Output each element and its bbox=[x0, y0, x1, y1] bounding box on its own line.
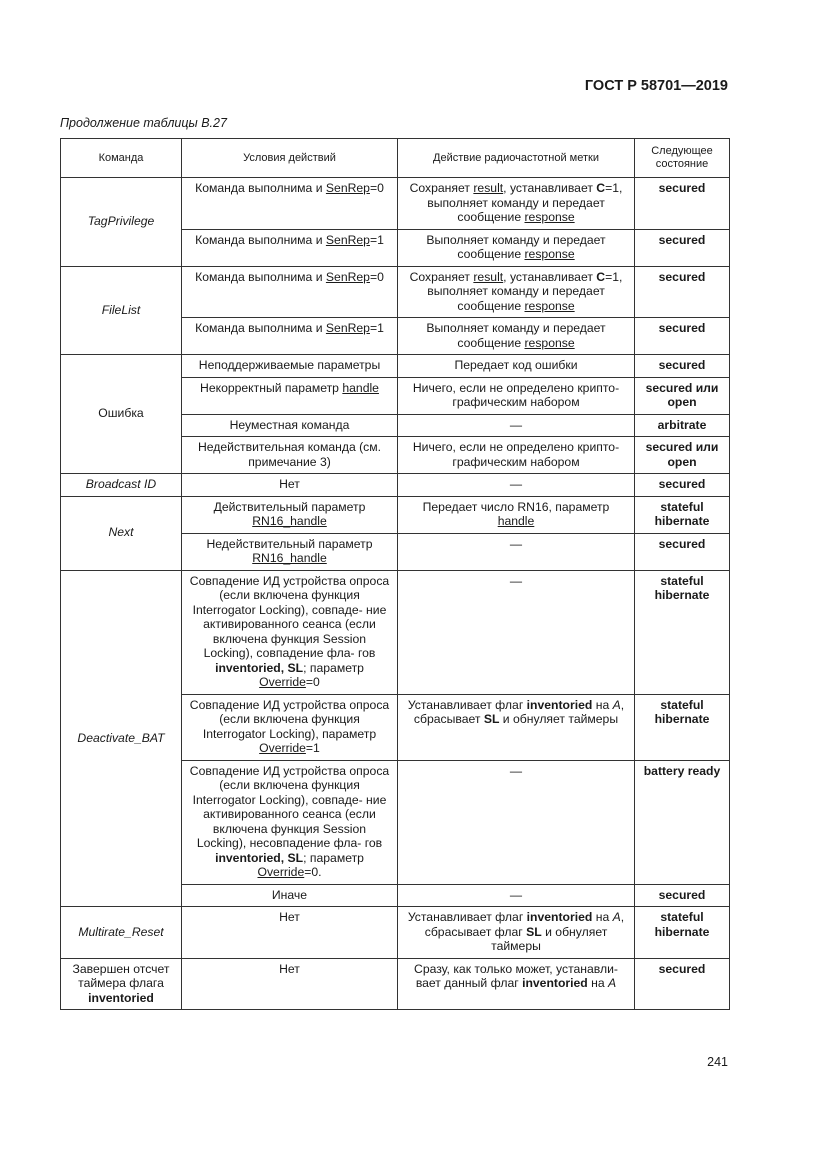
action-cell: Сохраняет result, устанавливает С=1, выполняет команду и передает сообщение response bbox=[398, 178, 635, 230]
condition-cell: Команда выполнима и SenRep=1 bbox=[182, 229, 398, 266]
condition-cell: Действительный параметр RN16_handle bbox=[182, 496, 398, 533]
action-cell: — bbox=[398, 760, 635, 884]
table-caption: Продолжение таблицы В.27 bbox=[60, 116, 227, 130]
condition-cell: Совпадение ИД устройства опроса (если включена функция Interrogator Locking), параметр Override=1 bbox=[182, 694, 398, 760]
next-state-cell: secured или open bbox=[635, 437, 730, 474]
action-cell: — bbox=[398, 474, 635, 497]
next-state-cell: stateful hibernate bbox=[635, 694, 730, 760]
command-cell: Deactivate_BAT bbox=[61, 570, 182, 907]
action-cell: Сразу, как только может, устанавли- вает данный флаг inventoried на A bbox=[398, 958, 635, 1010]
table-row bbox=[61, 266, 730, 318]
action-cell: — bbox=[398, 570, 635, 694]
next-state-cell: secured bbox=[635, 178, 730, 230]
next-state-cell: secured bbox=[635, 355, 730, 378]
table-row bbox=[61, 474, 730, 497]
document-code: ГОСТ Р 58701—2019 bbox=[584, 78, 728, 94]
table-row bbox=[61, 907, 730, 959]
action-cell: Устанавливает флаг inventoried на A, сбрасывает флаг SL и обнуляет таймеры bbox=[398, 907, 635, 959]
command-cell: Broadcast ID bbox=[61, 474, 182, 497]
condition-cell: Неподдерживаемые параметры bbox=[182, 355, 398, 378]
next-state-cell: stateful hibernate bbox=[635, 570, 730, 694]
table-row bbox=[61, 570, 730, 694]
column-header-command: Команда bbox=[61, 139, 182, 178]
action-cell: Передает код ошибки bbox=[398, 355, 635, 378]
next-state-cell: secured bbox=[635, 229, 730, 266]
command-cell: Завершен отсчет таймера флага inventoried bbox=[61, 958, 182, 1010]
action-cell: Устанавливает флаг inventoried на A, сбрасывает SL и обнуляет таймеры bbox=[398, 694, 635, 760]
command-cell: FileList bbox=[61, 266, 182, 355]
command-cell: Multirate_Reset bbox=[61, 907, 182, 959]
command-cell: Next bbox=[61, 496, 182, 570]
action-cell: Ничего, если не определено крипто- графическим набором bbox=[398, 437, 635, 474]
next-state-cell: secured bbox=[635, 884, 730, 907]
next-state-cell: stateful hibernate bbox=[635, 907, 730, 959]
action-cell: Выполняет команду и передает сообщение response bbox=[398, 229, 635, 266]
next-state-cell: arbitrate bbox=[635, 414, 730, 437]
condition-cell: Совпадение ИД устройства опроса (если включена функция Interrogator Locking), совпаде- ние активированного сеанса (если включена функция Session Locking), несовпадение фла- гов inventoried, SL; параметр Override=0. bbox=[182, 760, 398, 884]
column-header-action: Действие радиочастотной метки bbox=[398, 139, 635, 178]
next-state-cell: battery ready bbox=[635, 760, 730, 884]
column-header-next-state: Следующее состояние bbox=[635, 139, 730, 178]
next-state-cell: secured bbox=[635, 266, 730, 318]
next-state-cell: secured bbox=[635, 958, 730, 1010]
action-cell: Ничего, если не определено крипто- графическим набором bbox=[398, 377, 635, 414]
condition-cell: Нет bbox=[182, 474, 398, 497]
action-cell: — bbox=[398, 884, 635, 907]
action-cell: Передает число RN16, параметр handle bbox=[398, 496, 635, 533]
next-state-cell: secured bbox=[635, 533, 730, 570]
command-cell: TagPrivilege bbox=[61, 178, 182, 267]
table-row bbox=[61, 355, 730, 378]
condition-cell: Иначе bbox=[182, 884, 398, 907]
condition-cell: Нет bbox=[182, 958, 398, 1010]
next-state-cell: secured или open bbox=[635, 377, 730, 414]
command-cell: Ошибка bbox=[61, 355, 182, 474]
table-row bbox=[61, 178, 730, 230]
condition-cell: Недействительная команда (см. примечание 3) bbox=[182, 437, 398, 474]
action-cell: Сохраняет result, устанавливает С=1, выполняет команду и передает сообщение response bbox=[398, 266, 635, 318]
condition-cell: Неуместная команда bbox=[182, 414, 398, 437]
table-row bbox=[61, 496, 730, 533]
condition-cell: Некорректный параметр handle bbox=[182, 377, 398, 414]
action-cell: — bbox=[398, 414, 635, 437]
command-table bbox=[60, 138, 730, 1010]
next-state-cell: secured bbox=[635, 474, 730, 497]
table-row bbox=[61, 958, 730, 1010]
condition-cell: Совпадение ИД устройства опроса (если включена функция Interrogator Locking), совпаде- ние активированного сеанса (если включена функция Session Locking), совпадение фла- гов inventoried, SL; параметр Override=0 bbox=[182, 570, 398, 694]
condition-cell: Команда выполнима и SenRep=0 bbox=[182, 266, 398, 318]
condition-cell: Недействительный параметр RN16_handle bbox=[182, 533, 398, 570]
next-state-cell: stateful hibernate bbox=[635, 496, 730, 533]
page-number: 241 bbox=[707, 1055, 728, 1069]
action-cell: Выполняет команду и передает сообщение response bbox=[398, 318, 635, 355]
action-cell: — bbox=[398, 533, 635, 570]
condition-cell: Команда выполнима и SenRep=1 bbox=[182, 318, 398, 355]
condition-cell: Команда выполнима и SenRep=0 bbox=[182, 178, 398, 230]
table-header-row bbox=[61, 139, 730, 178]
column-header-conditions: Условия действий bbox=[182, 139, 398, 178]
next-state-cell: secured bbox=[635, 318, 730, 355]
condition-cell: Нет bbox=[182, 907, 398, 959]
